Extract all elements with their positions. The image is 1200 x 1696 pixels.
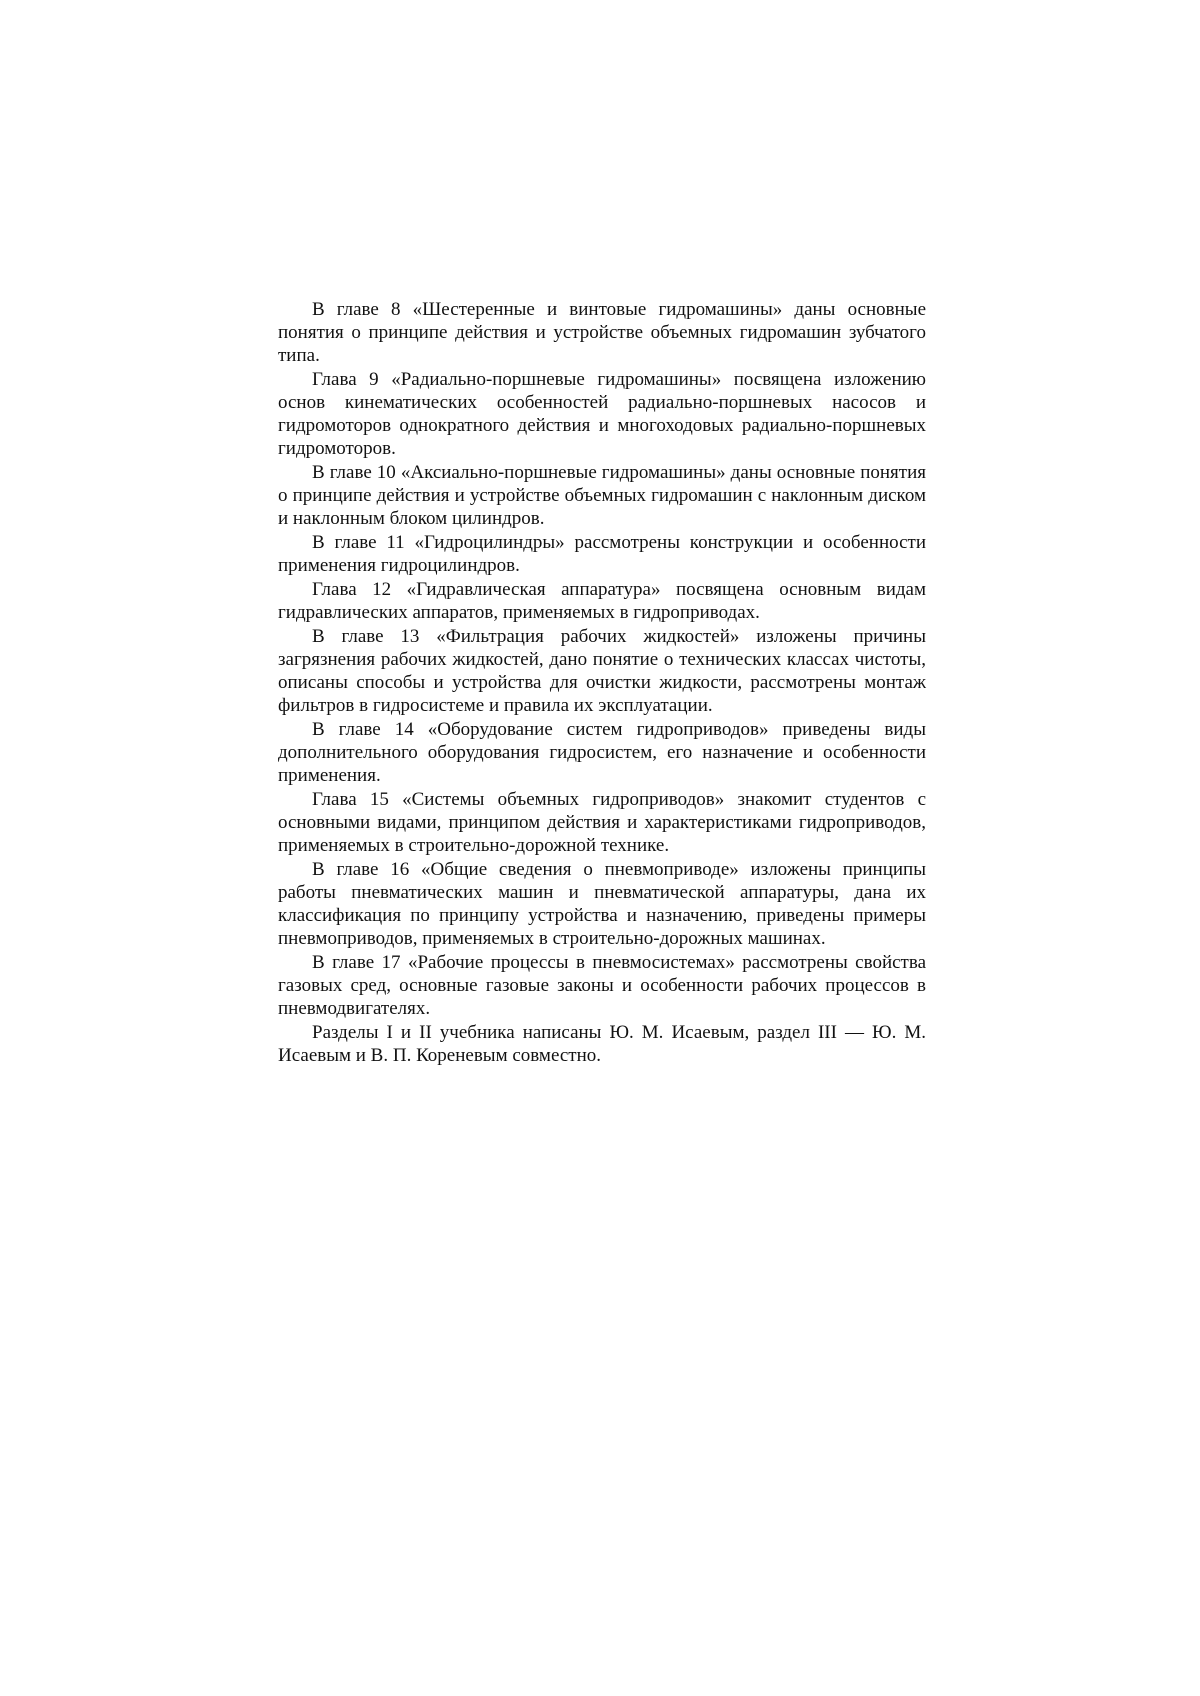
body-text: [278, 298, 926, 1068]
paragraph-authors: Разделы I и II учебника написаны Ю. М. Исаевым, раздел III — Ю. М. Исаевым и В. П. Кореневым совместно.: [278, 1022, 926, 1066]
paragraph-chapter-9: Глава 9 «Радиально-поршневые гидромашины» посвящена изложению основ кинематических особенностей радиально-поршневых насосов и гидромоторов однократного действия и многоходовых радиально-поршневых гидромоторов.: [278, 369, 926, 459]
paragraph-chapter-16: В главе 16 «Общие сведения о пневмоприводе» изложены принципы работы пневматических машин и пневматической аппаратуры, дана их классификация по принципу устройства и назначению, приведены примеры пневмоприводов, применяемых в строительно-дорожных машинах.: [278, 859, 926, 949]
paragraph-chapter-11: В главе 11 «Гидроцилиндры» рассмотрены конструкции и особенности применения гидроцилиндров.: [278, 532, 926, 576]
paragraph-chapter-17: В главе 17 «Рабочие процессы в пневмосистемах» рассмотрены свойства газовых сред, основные газовые законы и особенности рабочих процессов в пневмодвигателях.: [278, 952, 926, 1019]
paragraph-chapter-13: В главе 13 «Фильтрация рабочих жидкостей» изложены причины загрязнения рабочих жидкостей, дано понятие о технических классах чистоты, описаны способы и устройства для очистки жидкости, рассмотрены монтаж фильтров в гидросистеме и правила их эксплуатации.: [278, 626, 926, 716]
paragraph-chapter-12: Глава 12 «Гидравлическая аппаратура» посвящена основным видам гидравлических аппаратов, применяемых в гидроприводах.: [278, 579, 926, 623]
paragraph-chapter-8: В главе 8 «Шестеренные и винтовые гидромашины» даны основные понятия о принципе действия и устройстве объемных гидромашин зубчатого типа.: [278, 299, 926, 366]
paragraph-chapter-15: Глава 15 «Системы объемных гидроприводов» знакомит студентов с основными видами, принципом действия и характеристиками гидроприводов, применяемых в строительно-дорожной технике.: [278, 789, 926, 856]
paragraph-chapter-10: В главе 10 «Аксиально-поршневые гидромашины» даны основные понятия о принципе действия и устройстве объемных гидромашин с наклонным диском и наклонным блоком цилиндров.: [278, 462, 926, 529]
paragraph-chapter-14: В главе 14 «Оборудование систем гидроприводов» приведены виды дополнительного оборудования гидросистем, его назначение и особенности применения.: [278, 719, 926, 786]
